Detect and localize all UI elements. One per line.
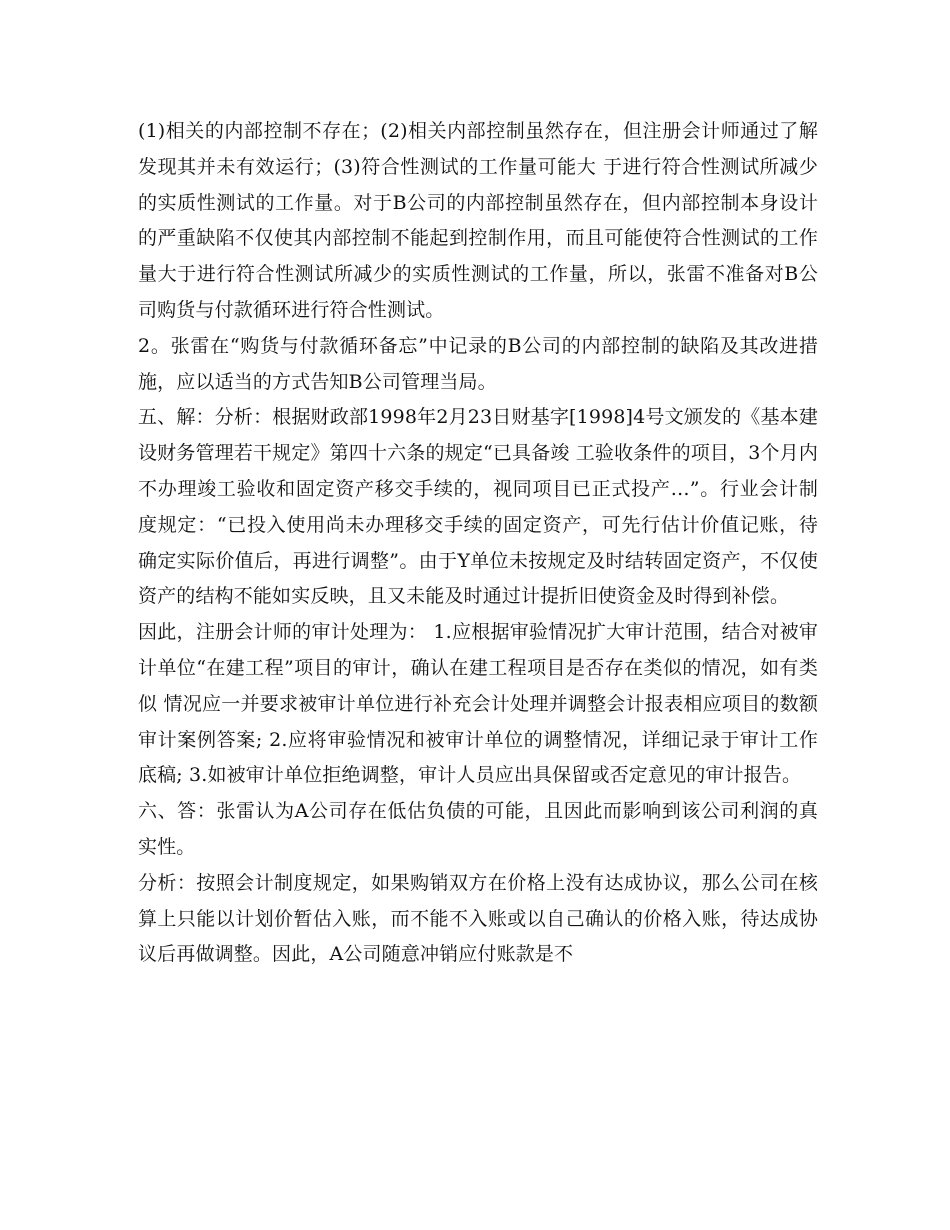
paragraph-memo-notification: 2。张雷在“购货与付款循环备忘”中记录的B公司的内部控制的缺陷及其改进措施，应以适当的方式告知B公司管理当局。 [138, 334, 818, 393]
document-body [138, 114, 818, 973]
paragraph-section-five-analysis: 五、解：分析：根据财政部1998年2月23日财基字[1998]4号文颁发的《基本建设财务管理若干规定》第四十六条的规定“已具备竣 工验收条件的项目，3个月内不办理竣工验收和固定资产移交手续的，视同项目已正式投产…”。行业会计制度规定：“已投入使用尚未办理移交手续的固定资产，可先行估计价值记账，待确定实际价值后，再进行调整”。由于Y单位未按规定及时结转固定资产，不仅使资产的结构不能如实反映，且又未能及时通过计提折旧使资金及时得到补偿。 [138, 406, 818, 608]
paragraph-section-six-answer: 六、答：张雷认为A公司存在低估负债的可能，且因此而影响到该公司利润的真实性。 [138, 800, 818, 858]
paragraph-internal-control-conditions: (1)相关的内部控制不存在；(2)相关内部控制虽然存在，但注册会计师通过了解发现其并未有效运行；(3)符合性测试的工作量可能大 于进行符合性测试所减少的实质性测试的工作量。对于B公司的内部控制虽然存在，但内部控制本身设计的严重缺陷不仅使其内部控制不能起到控制作用，而且可能使符合性测试的工作量大于进行符合性测试所减少的实质性测试的工作量，所以，张雷不准备对B公司购货与付款循环进行符合性测试。 [138, 120, 818, 321]
paragraph-section-six-analysis: 分析：按照会计制度规定，如果购销双方在价格上没有达成协议，那么公司在核算上只能以计划价暂估入账，而不能不入账或以自己确认的价格入账，待达成协议后再做调整。因此，A公司随意冲销应付账款是不 [138, 871, 818, 966]
paragraph-audit-treatment: 因此，注册会计师的审计处理为： 1.应根据审验情况扩大审计范围，结合对被审计单位“在建工程”项目的审计，确认在建工程项目是否存在类似的情况，如有类似 情况应一并要求被审计单位进行补充会计处理并调整会计报表相应项目的数额审计案例答案; 2.应将审验情况和被审计单位的调整情况，详细记录于审计工作底稿; 3.如被审计单位拒绝调整，审计人员应出具保留或否定意见的审计报告。 [138, 621, 818, 787]
